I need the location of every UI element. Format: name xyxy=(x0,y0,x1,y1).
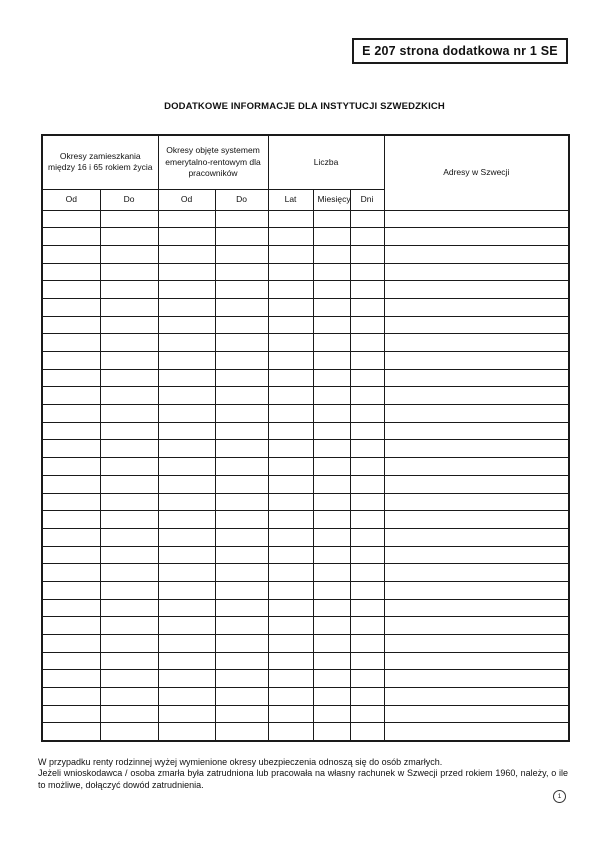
table-row xyxy=(42,688,569,706)
table-cell xyxy=(215,405,268,423)
table-cell xyxy=(158,617,215,635)
table-cell xyxy=(215,475,268,493)
table-cell xyxy=(268,493,313,511)
table-cell xyxy=(42,564,100,582)
table-cell xyxy=(268,210,313,228)
table-cell xyxy=(350,210,384,228)
table-cell xyxy=(268,705,313,723)
table-cell xyxy=(384,493,569,511)
table-cell xyxy=(100,352,158,370)
table-cell xyxy=(158,670,215,688)
table-cell xyxy=(215,352,268,370)
table-cell xyxy=(313,405,350,423)
table-cell xyxy=(350,440,384,458)
table-cell xyxy=(384,564,569,582)
table-cell xyxy=(100,228,158,246)
table-cell xyxy=(350,635,384,653)
table-cell xyxy=(313,458,350,476)
table-cell xyxy=(350,511,384,529)
table-cell xyxy=(384,281,569,299)
table-row xyxy=(42,652,569,670)
table-cell xyxy=(100,652,158,670)
table-cell xyxy=(42,599,100,617)
table-cell xyxy=(350,617,384,635)
table-row xyxy=(42,564,569,582)
table-cell xyxy=(100,458,158,476)
table-cell xyxy=(158,546,215,564)
table-cell xyxy=(313,546,350,564)
table-cell xyxy=(100,369,158,387)
table-cell xyxy=(42,723,100,741)
table-cell xyxy=(384,528,569,546)
table-row xyxy=(42,458,569,476)
table-cell xyxy=(350,369,384,387)
table-cell xyxy=(215,511,268,529)
table-cell xyxy=(384,723,569,741)
table-cell xyxy=(215,281,268,299)
table-cell xyxy=(268,458,313,476)
table-cell xyxy=(100,688,158,706)
table-cell xyxy=(313,564,350,582)
column-header-pension-from: Od xyxy=(158,189,215,210)
table-row xyxy=(42,228,569,246)
table-cell xyxy=(100,316,158,334)
table-cell xyxy=(215,670,268,688)
table-cell xyxy=(384,458,569,476)
table-cell xyxy=(268,387,313,405)
table-cell xyxy=(158,599,215,617)
table-cell xyxy=(313,617,350,635)
footer-notes xyxy=(38,757,568,791)
table-row xyxy=(42,281,569,299)
note-employment-proof: Jeżeli wnioskodawca / osoba zmarła była zatrudniona lub pracowała na własny rachunek w Szwecji przed rokiem 1960, należy, o ile to możliwe, dołączyć dowód zatrudnienia. xyxy=(38,768,568,790)
table-cell xyxy=(158,405,215,423)
table-cell xyxy=(100,493,158,511)
table-row xyxy=(42,369,569,387)
table-cell xyxy=(158,581,215,599)
table-cell xyxy=(268,511,313,529)
table-cell xyxy=(350,263,384,281)
table-cell xyxy=(100,723,158,741)
table-cell xyxy=(215,210,268,228)
table-group-header-row xyxy=(42,135,569,189)
table-cell xyxy=(313,245,350,263)
table-cell xyxy=(42,245,100,263)
table-cell xyxy=(100,263,158,281)
table-row xyxy=(42,440,569,458)
column-header-years: Lat xyxy=(268,189,313,210)
table-cell xyxy=(313,670,350,688)
table-cell xyxy=(42,316,100,334)
table-cell xyxy=(384,581,569,599)
table-cell xyxy=(313,652,350,670)
table-cell xyxy=(100,564,158,582)
table-cell xyxy=(158,458,215,476)
table-cell xyxy=(384,316,569,334)
table-cell xyxy=(42,352,100,370)
table-cell xyxy=(42,298,100,316)
table-cell xyxy=(100,298,158,316)
table-row xyxy=(42,493,569,511)
table-cell xyxy=(350,723,384,741)
table-row xyxy=(42,422,569,440)
table-cell xyxy=(350,298,384,316)
note-survivors-pension: W przypadku renty rodzinnej wyżej wymienione okresy ubezpieczenia odnoszą się do osób zmarłych. xyxy=(38,757,443,767)
table-cell xyxy=(158,387,215,405)
table-cell xyxy=(268,581,313,599)
table-cell xyxy=(158,245,215,263)
table-cell xyxy=(158,635,215,653)
table-cell xyxy=(384,334,569,352)
table-cell xyxy=(42,475,100,493)
table-cell xyxy=(350,546,384,564)
table-cell xyxy=(313,705,350,723)
table-cell xyxy=(42,688,100,706)
table-cell xyxy=(215,263,268,281)
table-cell xyxy=(215,369,268,387)
table-cell xyxy=(158,281,215,299)
table-cell xyxy=(313,440,350,458)
table-cell xyxy=(268,228,313,246)
table-row xyxy=(42,316,569,334)
table-cell xyxy=(42,281,100,299)
table-cell xyxy=(384,298,569,316)
table-cell xyxy=(42,263,100,281)
table-cell xyxy=(313,475,350,493)
table-cell xyxy=(384,405,569,423)
table-cell xyxy=(158,723,215,741)
table-cell xyxy=(215,458,268,476)
table-cell xyxy=(215,617,268,635)
table-cell xyxy=(313,688,350,706)
page-number-badge xyxy=(553,790,566,803)
table-cell xyxy=(313,281,350,299)
table-row xyxy=(42,210,569,228)
table-cell xyxy=(215,228,268,246)
group-header-pension-scheme-periods: Okresy objęte systemem emerytalno-rentowym dla pracowników xyxy=(158,135,268,189)
table-row xyxy=(42,405,569,423)
table-cell xyxy=(42,387,100,405)
table-cell xyxy=(350,334,384,352)
table-cell xyxy=(42,581,100,599)
table-cell xyxy=(268,599,313,617)
table-cell xyxy=(100,705,158,723)
table-cell xyxy=(350,670,384,688)
table-cell xyxy=(215,599,268,617)
table-cell xyxy=(350,352,384,370)
table-cell xyxy=(268,723,313,741)
table-cell xyxy=(350,688,384,706)
table-cell xyxy=(42,705,100,723)
table-cell xyxy=(313,316,350,334)
table-cell xyxy=(268,334,313,352)
table-cell xyxy=(268,369,313,387)
group-header-number: Liczba xyxy=(268,135,384,189)
table-cell xyxy=(100,281,158,299)
table-cell xyxy=(42,670,100,688)
table-cell xyxy=(268,546,313,564)
table-cell xyxy=(350,475,384,493)
table-cell xyxy=(313,511,350,529)
table-row xyxy=(42,263,569,281)
table-row xyxy=(42,635,569,653)
table-cell xyxy=(215,546,268,564)
table-row xyxy=(42,723,569,741)
table-cell xyxy=(42,635,100,653)
table-row xyxy=(42,352,569,370)
table-cell xyxy=(350,228,384,246)
table-row xyxy=(42,705,569,723)
table-cell xyxy=(42,228,100,246)
table-cell xyxy=(350,528,384,546)
table-cell xyxy=(100,528,158,546)
table-cell xyxy=(42,422,100,440)
table-cell xyxy=(268,245,313,263)
group-header-residence-periods: Okresy zamieszkania między 16 i 65 rokiem życia xyxy=(42,135,158,189)
table-cell xyxy=(384,245,569,263)
table-cell xyxy=(384,688,569,706)
table-cell xyxy=(100,670,158,688)
table-cell xyxy=(42,405,100,423)
table-cell xyxy=(158,564,215,582)
table-row xyxy=(42,334,569,352)
table-cell xyxy=(158,511,215,529)
column-header-months: Miesięcy xyxy=(313,189,350,210)
table-cell xyxy=(158,316,215,334)
table-cell xyxy=(384,475,569,493)
table-cell xyxy=(350,599,384,617)
table-row xyxy=(42,511,569,529)
table-cell xyxy=(384,440,569,458)
table-cell xyxy=(215,564,268,582)
table-cell xyxy=(158,688,215,706)
table-cell xyxy=(384,652,569,670)
table-cell xyxy=(313,528,350,546)
form-code-label: E 207 strona dodatkowa nr 1 SE xyxy=(362,44,558,58)
table-cell xyxy=(384,210,569,228)
table-cell xyxy=(313,334,350,352)
table-cell xyxy=(42,546,100,564)
table-cell xyxy=(42,369,100,387)
table-cell xyxy=(384,635,569,653)
table-row xyxy=(42,387,569,405)
table-cell xyxy=(100,599,158,617)
table-cell xyxy=(42,210,100,228)
table-cell xyxy=(158,210,215,228)
table-cell xyxy=(100,440,158,458)
table-row xyxy=(42,599,569,617)
table-cell xyxy=(384,705,569,723)
table-cell xyxy=(313,635,350,653)
table-cell xyxy=(350,405,384,423)
table-cell xyxy=(268,475,313,493)
table-cell xyxy=(158,334,215,352)
table-cell xyxy=(268,564,313,582)
table-row xyxy=(42,581,569,599)
table-cell xyxy=(268,263,313,281)
table-cell xyxy=(384,369,569,387)
table-row xyxy=(42,670,569,688)
table-cell xyxy=(313,387,350,405)
table-cell xyxy=(100,635,158,653)
table-cell xyxy=(158,652,215,670)
table-row xyxy=(42,245,569,263)
table-cell xyxy=(158,528,215,546)
table-cell xyxy=(215,723,268,741)
table-cell xyxy=(384,599,569,617)
table-cell xyxy=(100,405,158,423)
form-title: DODATKOWE INFORMACJE DLA INSTYTUCJI SZWEDZKICH xyxy=(164,101,445,112)
table-cell xyxy=(384,352,569,370)
table-cell xyxy=(313,369,350,387)
page-number-value: 1 xyxy=(557,793,562,800)
table-cell xyxy=(350,281,384,299)
form-code-box xyxy=(352,38,568,64)
table-cell xyxy=(158,440,215,458)
table-cell xyxy=(215,245,268,263)
table-cell xyxy=(384,228,569,246)
table-cell xyxy=(158,369,215,387)
table-cell xyxy=(313,263,350,281)
table-row xyxy=(42,617,569,635)
table-body xyxy=(42,210,569,741)
table-cell xyxy=(42,528,100,546)
table-cell xyxy=(268,298,313,316)
column-header-addresses-in-sweden: Adresy w Szwecji xyxy=(384,135,569,210)
table-cell xyxy=(313,581,350,599)
table-cell xyxy=(215,688,268,706)
table-cell xyxy=(350,493,384,511)
table-cell xyxy=(350,316,384,334)
table-cell xyxy=(268,316,313,334)
table-cell xyxy=(215,635,268,653)
column-header-pension-to: Do xyxy=(215,189,268,210)
table-cell xyxy=(42,652,100,670)
table-cell xyxy=(158,263,215,281)
table-cell xyxy=(268,688,313,706)
table-cell xyxy=(100,475,158,493)
table-cell xyxy=(158,352,215,370)
table-cell xyxy=(42,511,100,529)
table-cell xyxy=(100,511,158,529)
table-cell xyxy=(384,511,569,529)
table-cell xyxy=(158,228,215,246)
table-cell xyxy=(215,387,268,405)
table-cell xyxy=(158,298,215,316)
table-cell xyxy=(313,298,350,316)
table-cell xyxy=(384,263,569,281)
table-cell xyxy=(350,652,384,670)
table-cell xyxy=(100,334,158,352)
table-cell xyxy=(313,493,350,511)
table-cell xyxy=(268,652,313,670)
table-cell xyxy=(158,493,215,511)
table-cell xyxy=(268,617,313,635)
table-cell xyxy=(268,635,313,653)
table-cell xyxy=(384,422,569,440)
table-cell xyxy=(215,422,268,440)
table-header xyxy=(42,135,569,210)
table-cell xyxy=(42,617,100,635)
column-header-residence-from: Od xyxy=(42,189,100,210)
table-cell xyxy=(158,705,215,723)
table-cell xyxy=(100,581,158,599)
table-row xyxy=(42,298,569,316)
table-cell xyxy=(100,210,158,228)
table-row xyxy=(42,475,569,493)
table-cell xyxy=(100,422,158,440)
table-cell xyxy=(215,705,268,723)
table-cell xyxy=(350,564,384,582)
table-cell xyxy=(350,705,384,723)
table-cell xyxy=(42,493,100,511)
table-cell xyxy=(215,316,268,334)
table-cell xyxy=(350,422,384,440)
table-cell xyxy=(268,405,313,423)
table-cell xyxy=(313,599,350,617)
table-cell xyxy=(350,581,384,599)
table-cell xyxy=(384,617,569,635)
table-cell xyxy=(215,334,268,352)
table-row xyxy=(42,546,569,564)
periods-table xyxy=(41,134,570,742)
table-cell xyxy=(215,528,268,546)
table-cell xyxy=(42,458,100,476)
table-cell xyxy=(100,245,158,263)
column-header-residence-to: Do xyxy=(100,189,158,210)
table-cell xyxy=(215,493,268,511)
table-cell xyxy=(42,440,100,458)
table-cell xyxy=(158,422,215,440)
table-cell xyxy=(268,281,313,299)
table-cell xyxy=(313,422,350,440)
table-row xyxy=(42,528,569,546)
table-cell xyxy=(268,670,313,688)
table-cell xyxy=(384,670,569,688)
table-cell xyxy=(350,458,384,476)
table-cell xyxy=(100,387,158,405)
table-cell xyxy=(384,387,569,405)
table-cell xyxy=(100,617,158,635)
table-cell xyxy=(100,546,158,564)
table-cell xyxy=(268,422,313,440)
table-cell xyxy=(384,546,569,564)
table-cell xyxy=(215,298,268,316)
table-cell xyxy=(350,387,384,405)
table-cell xyxy=(350,245,384,263)
table-cell xyxy=(215,440,268,458)
table-cell xyxy=(313,723,350,741)
table-cell xyxy=(215,581,268,599)
table-cell xyxy=(268,352,313,370)
column-header-days: Dni xyxy=(350,189,384,210)
table-cell xyxy=(313,210,350,228)
table-cell xyxy=(42,334,100,352)
table-cell xyxy=(268,440,313,458)
table-cell xyxy=(313,352,350,370)
table-cell xyxy=(158,475,215,493)
table-cell xyxy=(268,528,313,546)
table-cell xyxy=(313,228,350,246)
table-cell xyxy=(215,652,268,670)
